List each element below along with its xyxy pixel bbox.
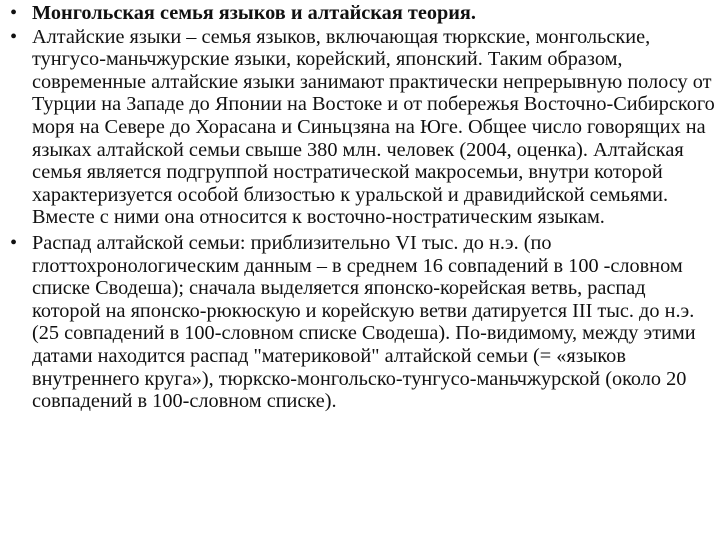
bullet-item-title <box>6 2 716 25</box>
bullet-text: Алтайские языки – семья языков, включающая тюркские, монгольские, тунгусо-маньчжурские языки, корейский, японский. Таким образом, современные алтайские языки занимают практически непрерывную полосу от Турции на Западе до Японии на Востоке и от побережья Восточно-Сибирского моря на Севере до Хорасана и Синьцзяна на Юге. Общее число говорящих на языках алтайской семьи свыше 380 млн. человек (2004, оценка). Алтайская семья является подгруппой ностратической макросемьи, внутри которой характеризуется особой близостью к уральской и дравидийской семьями. Вместе с ними она относится к восточно-ностратическим языкам. <box>32 25 715 229</box>
bullet-text: Монгольская семья языков и алтайская теория. <box>32 2 476 24</box>
bullet-text: Распад алтайской семьи: приблизительно VI тыс. до н.э. (по глоттохронологическим данным – в среднем 16 совпадений в 100 -словном списке Сводеша); сначала выделяется японско-корейская ветвь, распад которой на японско-рюкюскую и корейскую ветви датируется III тыс. до н.э. (25 совпадений в 100-словном списке Сводеша). По-видимому, между этими датами находится распад "материковой" алтайской семьи (= «языков внутреннего круга»), тюркско-монгольско-тунгусо-маньчжурской (около 20 совпадений в 100-словном списке). <box>32 231 696 413</box>
bullet-marker: • <box>10 25 18 48</box>
bullet-item-breakup <box>6 232 716 413</box>
bullet-item-definition <box>6 26 716 229</box>
bullet-marker: • <box>10 231 18 254</box>
bullet-marker: • <box>10 2 18 24</box>
bullet-list <box>6 2 716 413</box>
